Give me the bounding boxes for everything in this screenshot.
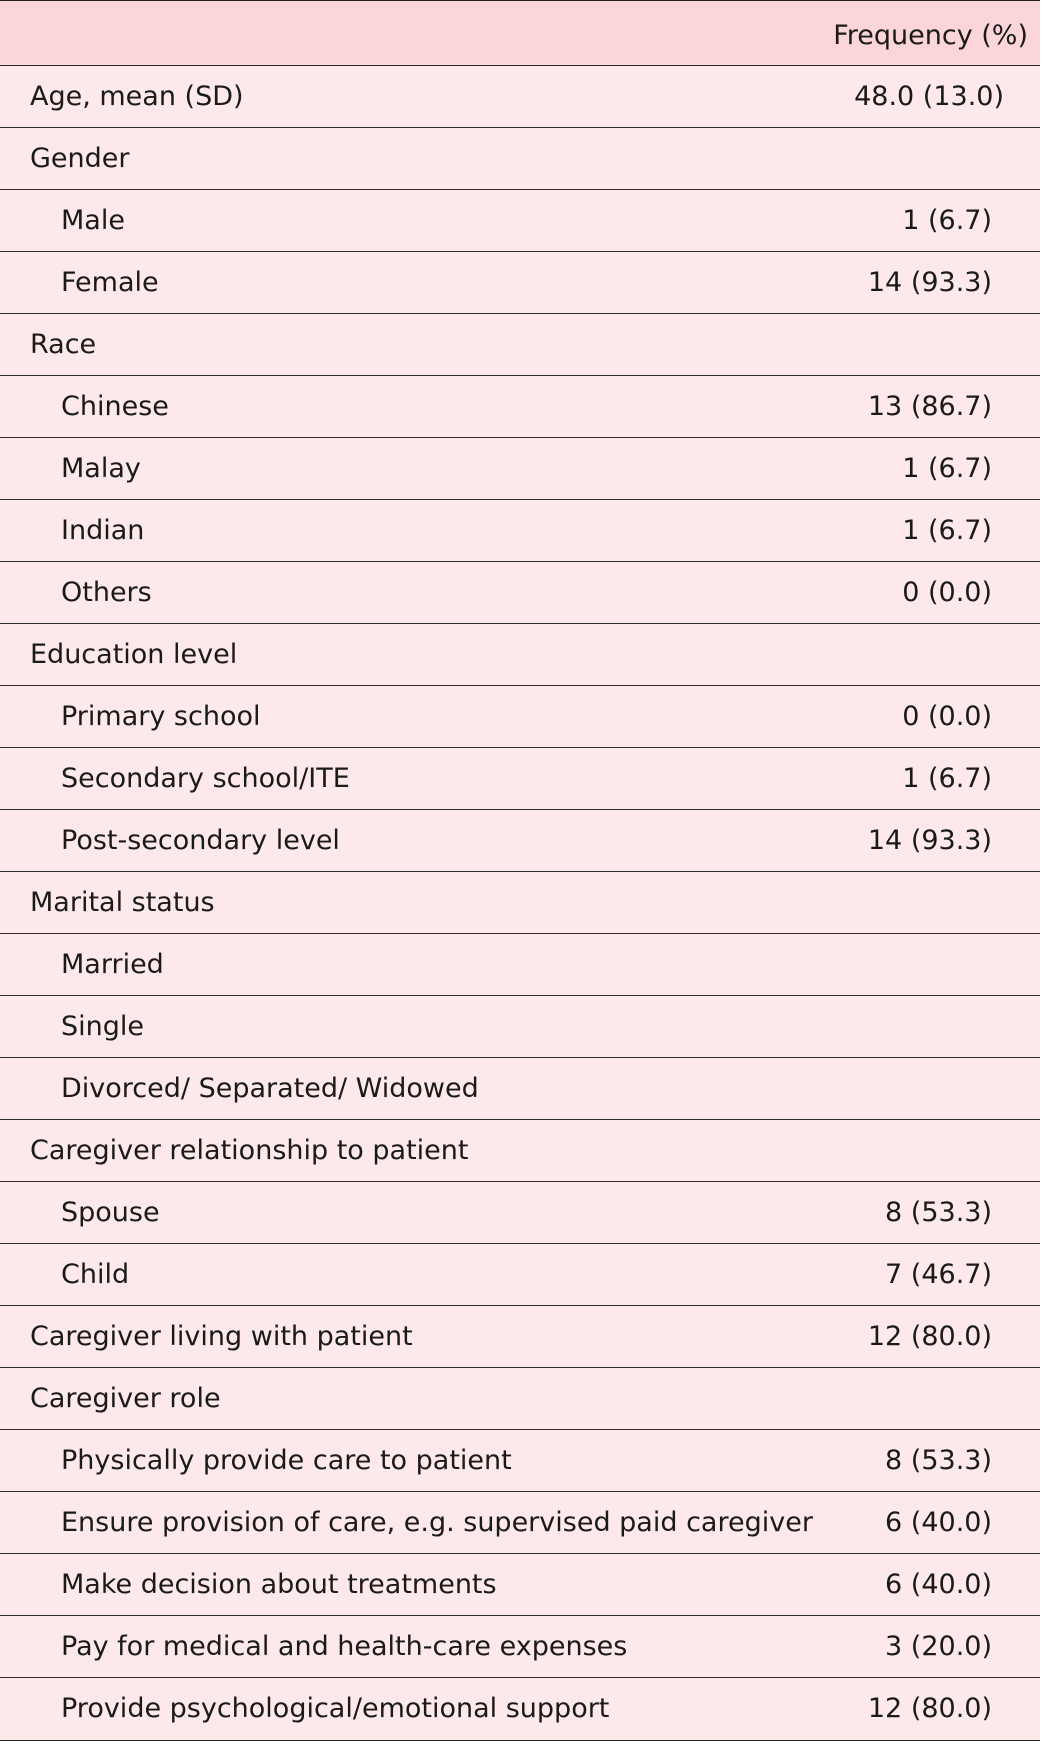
table-subrow: [0, 934, 1040, 996]
row-label: Malay: [61, 453, 141, 484]
table-category-row: [0, 128, 1040, 190]
row-label: Pay for medical and health-care expenses: [61, 1631, 628, 1662]
table-category-row: [0, 1368, 1040, 1430]
table-subrow: [0, 1492, 1040, 1554]
row-value: 7 (46.7): [885, 1259, 992, 1290]
row-label: Caregiver role: [30, 1383, 221, 1414]
row-value: 12 (80.0): [867, 1321, 992, 1352]
table-subrow: [0, 1058, 1040, 1120]
table-category-row: [0, 66, 1040, 128]
row-value: 6 (40.0): [885, 1507, 992, 1538]
row-value: 6 (40.0): [885, 1569, 992, 1600]
table-category-row: [0, 1120, 1040, 1182]
table-category-row: [0, 624, 1040, 686]
row-label: Chinese: [61, 391, 169, 422]
row-label: Married: [61, 949, 164, 980]
row-label: Child: [61, 1259, 130, 1290]
row-label: Ensure provision of care, e.g. supervised paid caregiver: [61, 1507, 813, 1538]
row-value: 13 (86.7): [867, 391, 992, 422]
row-label: Divorced/ Separated/ Widowed: [61, 1073, 479, 1104]
row-label: Physically provide care to patient: [61, 1445, 512, 1476]
table-subrow: [0, 1678, 1040, 1740]
row-label: Race: [30, 329, 97, 360]
row-label: Spouse: [61, 1197, 160, 1228]
table-subrow: [0, 1244, 1040, 1306]
table-subrow: [0, 1554, 1040, 1616]
table-subrow: [0, 500, 1040, 562]
table-subrow: [0, 562, 1040, 624]
row-label: Provide psychological/emotional support: [61, 1693, 610, 1724]
row-label: Age, mean (SD): [30, 81, 244, 112]
table-subrow: [0, 1182, 1040, 1244]
row-label: Marital status: [30, 887, 215, 918]
table-body: [0, 66, 1040, 1740]
row-label: Make decision about treatments: [61, 1569, 497, 1600]
table-subrow: [0, 686, 1040, 748]
header-frequency: Frequency (%): [833, 20, 1028, 51]
table-subrow: [0, 190, 1040, 252]
row-value: 8 (53.3): [885, 1445, 992, 1476]
row-label: Others: [61, 577, 152, 608]
row-label: Gender: [30, 143, 130, 174]
row-label: Caregiver relationship to patient: [30, 1135, 469, 1166]
table-subrow: [0, 810, 1040, 872]
row-label: Single: [61, 1011, 145, 1042]
row-value: 12 (80.0): [867, 1693, 992, 1724]
row-label: Post-secondary level: [61, 825, 340, 856]
table-subrow: [0, 438, 1040, 500]
row-label: Education level: [30, 639, 238, 670]
row-value: 48.0 (13.0): [854, 81, 1004, 112]
row-value: 1 (6.7): [902, 453, 992, 484]
row-label: Indian: [61, 515, 145, 546]
table-subrow: [0, 1616, 1040, 1678]
row-value: 0 (0.0): [902, 701, 992, 732]
table-subrow: [0, 996, 1040, 1058]
table-subrow: [0, 376, 1040, 438]
row-value: 1 (6.7): [902, 205, 992, 236]
table-subrow: [0, 1430, 1040, 1492]
row-value: 8 (53.3): [885, 1197, 992, 1228]
row-label: Male: [61, 205, 125, 236]
row-value: 1 (6.7): [902, 763, 992, 794]
row-label: Female: [61, 267, 159, 298]
table-subrow: [0, 252, 1040, 314]
row-value: 3 (20.0): [885, 1631, 992, 1662]
row-value: 1 (6.7): [902, 515, 992, 546]
table-category-row: [0, 872, 1040, 934]
row-label: Primary school: [61, 701, 261, 732]
table-category-row: [0, 1306, 1040, 1368]
row-label: Caregiver living with patient: [30, 1321, 413, 1352]
table-subrow: [0, 748, 1040, 810]
table-category-row: [0, 314, 1040, 376]
row-value: 14 (93.3): [867, 267, 992, 298]
row-label: Secondary school/ITE: [61, 763, 350, 794]
row-value: 0 (0.0): [902, 577, 992, 608]
table-header-row: [0, 1, 1040, 66]
row-value: 14 (93.3): [867, 825, 992, 856]
